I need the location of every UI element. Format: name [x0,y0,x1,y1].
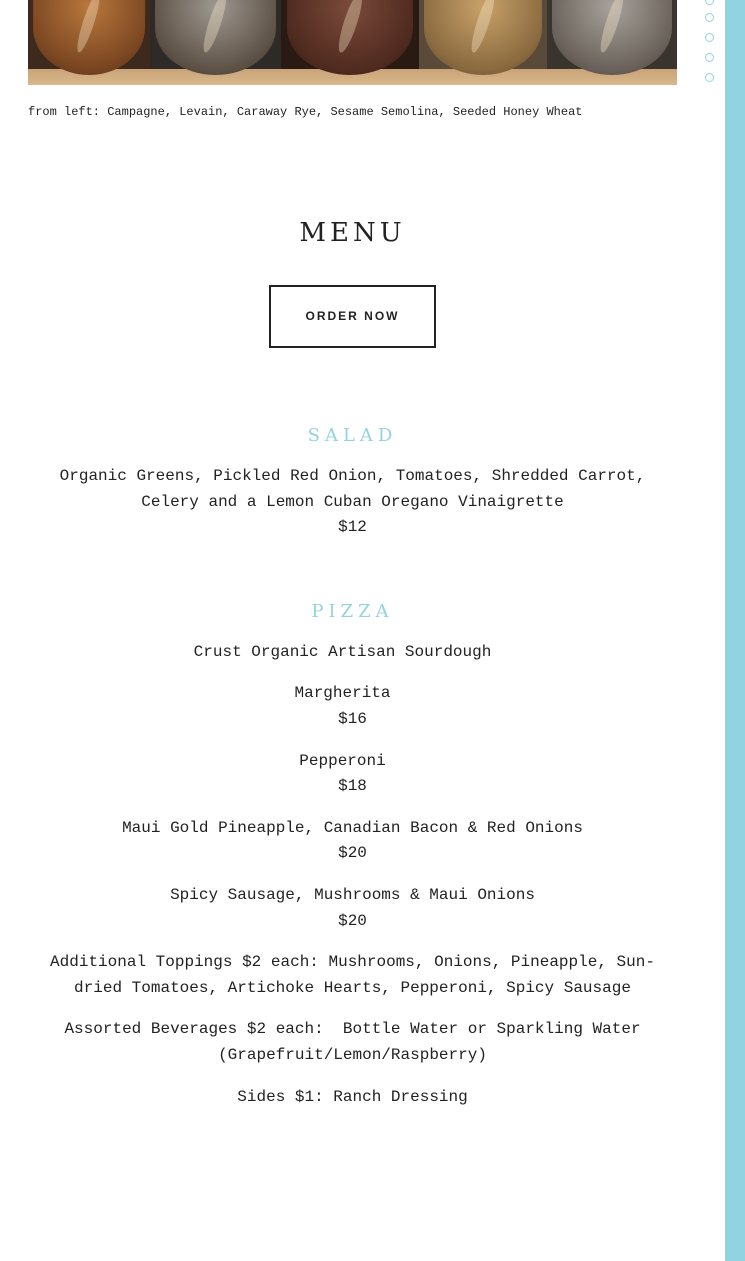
bread-photo-caraway-rye [281,0,419,85]
pizza-heading: PIZZA [311,601,394,622]
nav-dot-4[interactable] [705,53,714,62]
bread-photo-campagne [28,0,150,85]
salad-description-line1: Organic Greens, Pickled Red Onion, Tomatoes, Shredded Carrot, [59,467,646,485]
pizza-item-price: $18 [338,777,367,795]
pizza-item-name: Spicy Sausage, Mushrooms & Maui Onions [170,886,535,904]
order-now-button[interactable]: ORDER NOW [269,285,436,348]
bread-photo-sesame-semolina [419,0,547,85]
salad-heading: SALAD [307,425,398,446]
salad-price: $12 [338,518,367,536]
additional-toppings-line2: dried Tomatoes, Artichoke Hearts, Pepperoni, Spicy Sausage [74,979,631,997]
beverages-line1: Assorted Beverages $2 each: Bottle Water or Sparkling Water [64,1020,641,1038]
bread-photo-seeded-honey-wheat [547,0,677,85]
nav-dot-5[interactable] [705,73,714,82]
pizza-item-price: $20 [338,912,367,930]
pizza-item-name: Pepperoni [299,752,386,770]
pizza-item-price: $20 [338,844,367,862]
bread-photo-strip [28,0,677,85]
salad-description-line2: Celery and a Lemon Cuban Oregano Vinaigrette [141,493,564,511]
bread-photo-levain [150,0,281,85]
side-accent-bar [725,0,745,1261]
additional-toppings-line1: Additional Toppings $2 each: Mushrooms, Onions, Pineapple, Sun- [50,953,655,971]
pizza-item-price: $16 [338,710,367,728]
pizza-item-name: Maui Gold Pineapple, Canadian Bacon & Red Onions [122,819,583,837]
nav-dot-3[interactable] [705,33,714,42]
pizza-item-name: Margherita [294,684,391,702]
beverages-line2: (Grapefruit/Lemon/Raspberry) [218,1046,487,1064]
sides-line: Sides $1: Ranch Dressing [237,1088,468,1106]
pizza-crust: Crust Organic Artisan Sourdough [193,643,492,661]
menu-title: MENU [299,218,406,248]
photo-caption: from left: Campagne, Levain, Caraway Rye, Sesame Semolina, Seeded Honey Wheat [28,105,583,119]
nav-dot-1[interactable] [705,0,714,5]
nav-dot-2[interactable] [705,13,714,22]
